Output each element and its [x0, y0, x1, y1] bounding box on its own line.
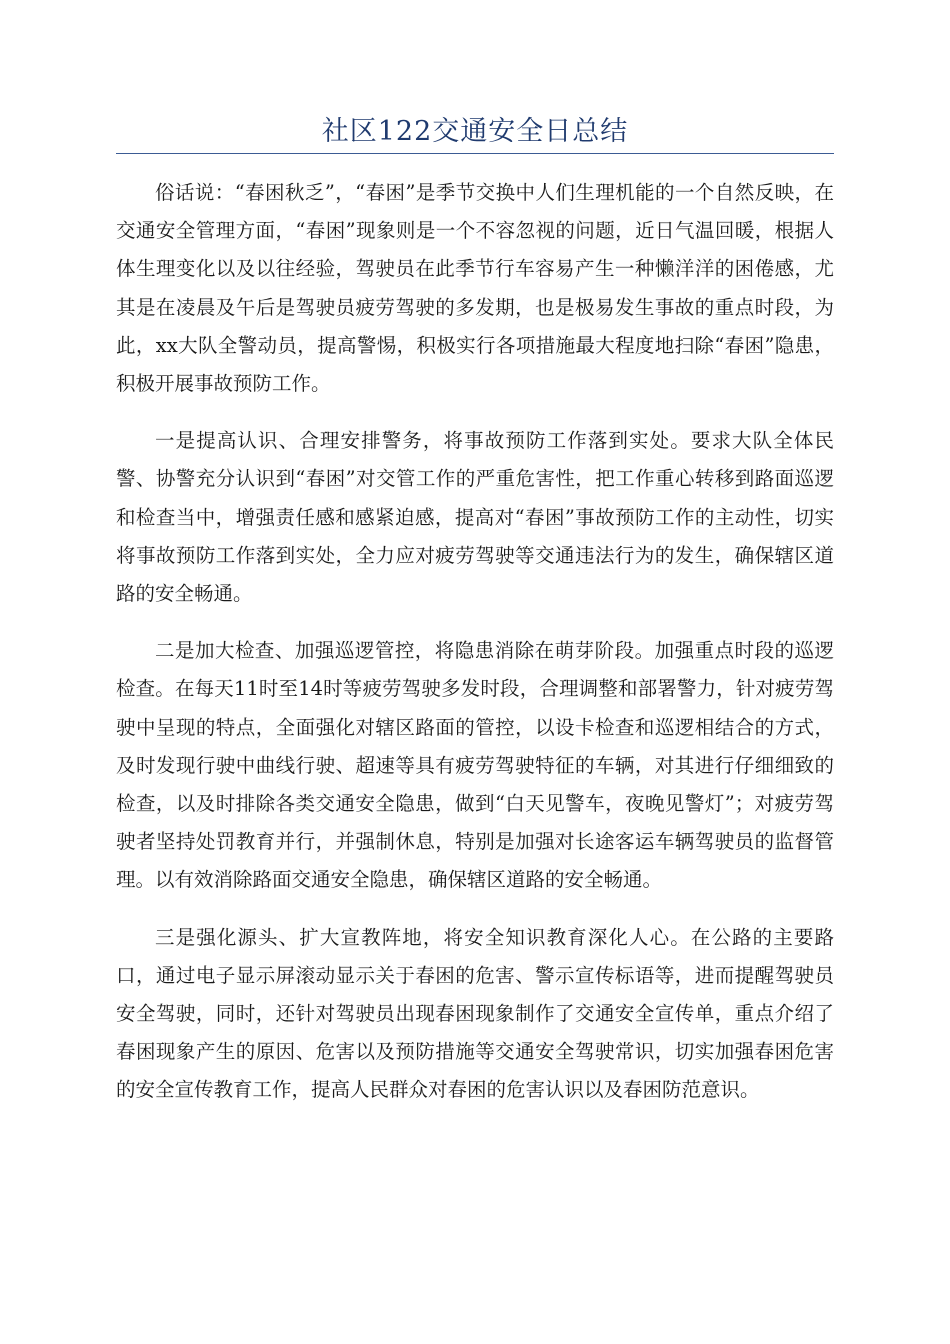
document-body: [116, 174, 834, 1129]
document-page: [116, 0, 834, 1344]
paragraph-point-two: 二是加大检查、加强巡逻管控，将隐患消除在萌芽阶段。加强重点时段的巡逻检查。在每天11时至14时等疲劳驾驶多发时段，合理调整和部署警力，针对疲劳驾驶中呈现的特点，全面强化对辖区路面的管控，以设卡检查和巡逻相结合的方式，及时发现行驶中曲线行驶、超速等具有疲劳驾驶特征的车辆，对其进行仔细细致的检查，以及时排除各类交通安全隐患，做到“白天见警车，夜晚见警灯”；对疲劳驾驶者坚持处罚教育并行，并强制休息，特别是加强对长途客运车辆驾驶员的监督管理。以有效消除路面交通安全隐患，确保辖区道路的安全畅通。: [116, 639, 834, 892]
document-title: 社区122交通安全日总结: [321, 116, 629, 147]
title-underline: [116, 153, 834, 154]
paragraph-point-one: 一是提高认识、合理安排警务，将事故预防工作落到实处。要求大队全体民警、协警充分认识到“春困”对交管工作的严重危害性，把工作重心转移到路面巡逻和检查当中，增强责任感和感紧迫感，提高对“春困”事故预防工作的主动性，切实将事故预防工作落到实处，全力应对疲劳驾驶等交通违法行为的发生，确保辖区道路的安全畅通。: [116, 429, 834, 606]
paragraph-point-three: 三是强化源头、扩大宣教阵地，将安全知识教育深化人心。在公路的主要路口，通过电子显示屏滚动显示关于春困的危害、警示宣传标语等，进而提醒驾驶员安全驾驶，同时，还针对驾驶员出现春困现象制作了交通安全宣传单，重点介绍了春困现象产生的原因、危害以及预防措施等交通安全驾驶常识，切实加强春困危害的安全宣传教育工作，提高人民群众对春困的危害认识以及春困防范意识。: [116, 925, 834, 1102]
paragraph-intro: 俗话说：“春困秋乏”，“春困”是季节交换中人们生理机能的一个自然反映，在交通安全管理方面，“春困”现象则是一个不容忽视的问题，近日气温回暖，根据人体生理变化以及以往经验，驾驶员在此季节行车容易产生一种懒洋洋的困倦感，尤其是在凌晨及午后是驾驶员疲劳驾驶的多发期，也是极易发生事故的重点时段，为此，xx大队全警动员，提高警惕，积极实行各项措施最大程度地扫除“春困”隐患，积极开展事故预防工作。: [116, 181, 834, 396]
